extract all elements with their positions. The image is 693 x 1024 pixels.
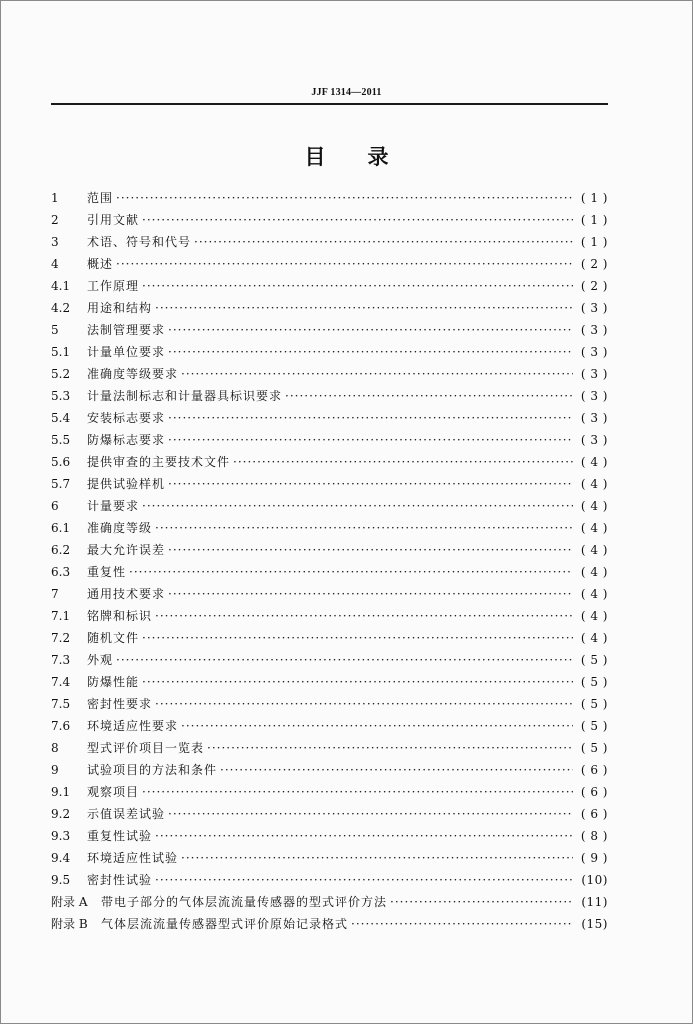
toc-entry-number: 9.1 [51, 785, 71, 799]
toc-entry[interactable] [51, 495, 608, 517]
toc-leader-dots [168, 341, 573, 363]
toc-entry-title: 试验项目的方法和条件 [87, 763, 218, 777]
toc-leader-dots [142, 209, 573, 231]
toc-entry[interactable] [51, 605, 608, 627]
title-char-2: 录 [367, 144, 389, 169]
toc-entry-title: 概述 [87, 257, 114, 271]
toc-entry-title: 重复性 [87, 565, 127, 579]
toc-entry-number: 7.5 [51, 697, 71, 711]
toc-entry[interactable] [51, 847, 608, 869]
toc-entry-title: 铭牌和标识 [87, 609, 153, 623]
toc-entry-number: 7.3 [51, 653, 71, 667]
toc-entry-title: 观察项目 [87, 785, 140, 799]
toc-entry-title: 密封性要求 [87, 697, 153, 711]
toc-entry-page: ( 4 ) [580, 521, 608, 535]
toc-entry[interactable] [51, 693, 608, 715]
toc-entry-title: 提供试验样机 [87, 477, 166, 491]
toc-entry-page: ( 6 ) [580, 763, 608, 777]
toc-leader-dots [155, 517, 573, 539]
toc-entry-number: 5.6 [51, 455, 71, 469]
toc-entry-number: 9 [51, 763, 59, 777]
toc-entry-title: 法制管理要求 [87, 323, 166, 337]
toc-entry[interactable] [51, 231, 608, 253]
toc-leader-dots [168, 473, 573, 495]
toc-entry-title: 外观 [87, 653, 114, 667]
toc-entry-page: (10) [581, 873, 608, 887]
toc-leader-dots [129, 561, 573, 583]
toc-entry-number: 5.5 [51, 433, 71, 447]
toc-leader-dots [233, 451, 573, 473]
toc-entry[interactable] [51, 363, 608, 385]
toc-entry[interactable] [51, 407, 608, 429]
toc-leader-dots [194, 231, 573, 253]
toc-entry-page: ( 3 ) [580, 323, 608, 337]
toc-leader-dots [116, 187, 573, 209]
toc-leader-dots [116, 253, 573, 275]
toc-entry-page: ( 4 ) [580, 455, 608, 469]
toc-entry[interactable] [51, 561, 608, 583]
toc-entry-title: 重复性试验 [87, 829, 153, 843]
toc-entry-page: ( 5 ) [580, 741, 608, 755]
toc-entry-number: 4 [51, 257, 59, 271]
toc-entry-page: ( 8 ) [580, 829, 608, 843]
toc-entry-title: 型式评价项目一览表 [87, 741, 205, 755]
toc-leader-dots [168, 407, 573, 429]
toc-entry[interactable] [51, 209, 608, 231]
toc-entry[interactable] [51, 539, 608, 561]
toc-entry[interactable] [51, 451, 608, 473]
toc-entry-number: 7.2 [51, 631, 71, 645]
toc-entry-page: ( 3 ) [580, 345, 608, 359]
toc-entry[interactable] [51, 781, 608, 803]
toc-entry-title: 计量法制标志和计量器具标识要求 [87, 389, 283, 403]
toc-entry-page: ( 1 ) [580, 191, 608, 205]
toc-entry[interactable] [51, 473, 608, 495]
toc-entry-page: ( 3 ) [580, 411, 608, 425]
toc-entry-title: 最大允许误差 [87, 543, 166, 557]
toc-entry[interactable] [51, 913, 608, 935]
toc-leader-dots [220, 759, 573, 781]
toc-entry[interactable] [51, 253, 608, 275]
toc-entry[interactable] [51, 671, 608, 693]
toc-leader-dots [181, 363, 573, 385]
title-char-1: 目 [304, 144, 326, 169]
toc-leader-dots [142, 275, 573, 297]
toc-entry-number: 3 [51, 235, 59, 249]
toc-entry[interactable] [51, 385, 608, 407]
toc-entry-number: 2 [51, 213, 59, 227]
toc-entry-title: 术语、符号和代号 [87, 235, 192, 249]
toc-entry[interactable] [51, 825, 608, 847]
toc-entry-number: 附录 A [51, 895, 88, 909]
toc-entry-page: ( 1 ) [580, 235, 608, 249]
toc-entry[interactable] [51, 891, 608, 913]
toc-entry-title: 工作原理 [87, 279, 140, 293]
toc-entry-title: 引用文献 [87, 213, 140, 227]
toc-entry[interactable] [51, 275, 608, 297]
toc-entry-number: 4.2 [51, 301, 71, 315]
toc-leader-dots [155, 825, 573, 847]
document-code-header: JJF 1314—2011 [311, 87, 382, 98]
toc-entry-number: 5.4 [51, 411, 71, 425]
toc-entry-page: ( 4 ) [580, 587, 608, 601]
toc-entry-title: 示值误差试验 [87, 807, 166, 821]
header-rule [51, 103, 608, 105]
toc-entry-page: ( 1 ) [580, 213, 608, 227]
toc-entry[interactable] [51, 715, 608, 737]
toc-entry-title: 提供审查的主要技术文件 [87, 455, 231, 469]
toc-entry-number: 5 [51, 323, 59, 337]
toc-entry-page: ( 5 ) [580, 719, 608, 733]
toc-entry-title: 气体层流流量传感器型式评价原始记录格式 [101, 917, 349, 931]
toc-entry-title: 范围 [87, 191, 114, 205]
toc-entry-title: 通用技术要求 [87, 587, 166, 601]
toc-entry[interactable] [51, 319, 608, 341]
toc-leader-dots [168, 803, 573, 825]
toc-entry-number: 5.7 [51, 477, 71, 491]
toc-leader-dots [351, 913, 573, 935]
toc-entry[interactable] [51, 429, 608, 451]
toc-leader-dots [285, 385, 573, 407]
toc-entry-title: 环境适应性要求 [87, 719, 179, 733]
toc-entry-page: ( 4 ) [580, 477, 608, 491]
toc-entry-page: ( 3 ) [580, 367, 608, 381]
toc-entry-title: 防爆标志要求 [87, 433, 166, 447]
toc-entry[interactable] [51, 583, 608, 605]
toc-entry-number: 9.3 [51, 829, 71, 843]
toc-entry-number: 1 [51, 191, 59, 205]
toc-entry-page: ( 4 ) [580, 609, 608, 623]
toc-entry-page: ( 6 ) [580, 785, 608, 799]
toc-leader-dots [142, 495, 573, 517]
toc-entry-number: 6.2 [51, 543, 71, 557]
toc-entry-number: 7.1 [51, 609, 71, 623]
toc-entry-page: ( 2 ) [580, 257, 608, 271]
toc-entry[interactable] [51, 187, 608, 209]
toc-entry-number: 6.1 [51, 521, 71, 535]
toc-entry-number: 7 [51, 587, 59, 601]
toc-entry-number: 6 [51, 499, 59, 513]
toc-entry[interactable] [51, 649, 608, 671]
toc-entry-title: 准确度等级要求 [87, 367, 179, 381]
toc-entry-title: 安装标志要求 [87, 411, 166, 425]
toc-entry-title: 密封性试验 [87, 873, 153, 887]
toc-entry-page: (11) [581, 895, 608, 909]
toc-entry-number: 5.1 [51, 345, 71, 359]
toc-entry-number: 附录 B [51, 917, 88, 931]
toc-entry-title: 带电子部分的气体层流流量传感器的型式评价方法 [101, 895, 388, 909]
toc-leader-dots [168, 539, 573, 561]
toc-leader-dots [116, 649, 573, 671]
toc-leader-dots [168, 429, 573, 451]
toc-entry-title: 计量要求 [87, 499, 140, 513]
toc-entry-number: 7.6 [51, 719, 71, 733]
toc-entry-number: 8 [51, 741, 59, 755]
toc-entry-title: 计量单位要求 [87, 345, 166, 359]
toc-entry-title: 准确度等级 [87, 521, 153, 535]
page-title [0, 141, 693, 171]
toc-leader-dots [168, 319, 573, 341]
toc-entry-page: ( 3 ) [580, 433, 608, 447]
toc-entry-number: 4.1 [51, 279, 71, 293]
toc-entry[interactable] [51, 297, 608, 319]
toc-entry-title: 防爆性能 [87, 675, 140, 689]
toc-entry-page: ( 4 ) [580, 631, 608, 645]
toc-entry[interactable] [51, 737, 608, 759]
toc-leader-dots [142, 627, 573, 649]
toc-leader-dots [181, 847, 573, 869]
toc-leader-dots [181, 715, 573, 737]
toc-entry-page: ( 3 ) [580, 389, 608, 403]
toc-entry[interactable] [51, 759, 608, 781]
toc-leader-dots [155, 869, 573, 891]
toc-entry[interactable] [51, 517, 608, 539]
toc-entry-page: (15) [581, 917, 608, 931]
toc-entry-page: ( 4 ) [580, 543, 608, 557]
toc-leader-dots [390, 891, 573, 913]
toc-entry-page: ( 5 ) [580, 697, 608, 711]
toc-leader-dots [142, 671, 573, 693]
toc-entry[interactable] [51, 627, 608, 649]
toc-entry[interactable] [51, 869, 608, 891]
toc-entry-page: ( 9 ) [580, 851, 608, 865]
toc-entry-title: 环境适应性试验 [87, 851, 179, 865]
toc-entry-number: 5.3 [51, 389, 71, 403]
toc-entry-page: ( 6 ) [580, 807, 608, 821]
toc-entry-title: 用途和结构 [87, 301, 153, 315]
toc-leader-dots [155, 605, 573, 627]
toc-leader-dots [168, 583, 573, 605]
toc-entry-number: 6.3 [51, 565, 71, 579]
toc-entry-number: 7.4 [51, 675, 71, 689]
toc-entry[interactable] [51, 803, 608, 825]
toc-entry-number: 5.2 [51, 367, 71, 381]
toc-entry-number: 9.2 [51, 807, 71, 821]
toc-entry[interactable] [51, 341, 608, 363]
toc-leader-dots [142, 781, 573, 803]
toc-leader-dots [155, 693, 573, 715]
toc-entry-page: ( 4 ) [580, 565, 608, 579]
toc-entry-page: ( 2 ) [580, 279, 608, 293]
toc-entry-page: ( 3 ) [580, 301, 608, 315]
toc-leader-dots [155, 297, 573, 319]
toc-entry-page: ( 4 ) [580, 499, 608, 513]
table-of-contents [51, 187, 608, 935]
toc-entry-title: 随机文件 [87, 631, 140, 645]
toc-entry-page: ( 5 ) [580, 675, 608, 689]
toc-entry-page: ( 5 ) [580, 653, 608, 667]
toc-entry-number: 9.4 [51, 851, 71, 865]
toc-entry-number: 9.5 [51, 873, 71, 887]
toc-leader-dots [207, 737, 573, 759]
